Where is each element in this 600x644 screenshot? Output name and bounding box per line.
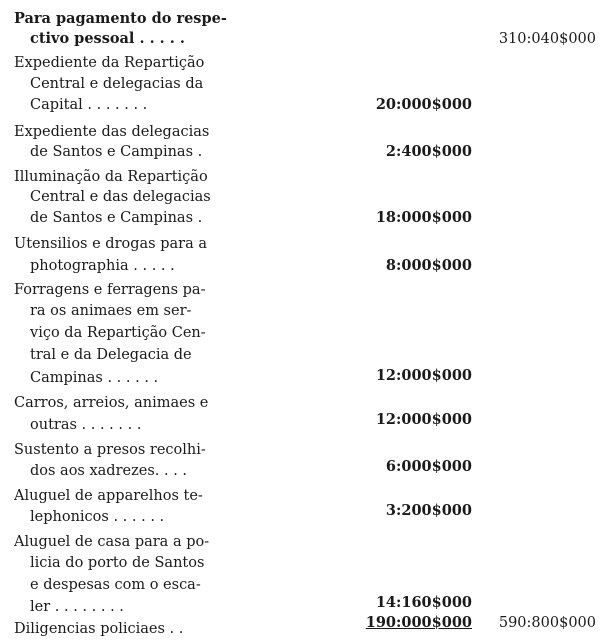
entry-4-amount: 8:000$000 [385, 257, 472, 274]
entry-4-line-0: Utensilios e drogas para a [14, 236, 207, 252]
entry-2-line-1: de Santos e Campinas . [30, 144, 203, 160]
entry-10-line-0: Diligencias policiaes . . [14, 621, 184, 637]
entry-2-line-0: Expediente das delegacias [14, 124, 210, 140]
entry-3-line-1: Central e das delegacias [30, 189, 211, 205]
entry-9-line-1: licia do porto de Santos [30, 555, 205, 571]
entry-5-line-2: viço da Repartição Cen- [30, 325, 206, 341]
entry-0-line-0: Para pagamento do respe- [14, 10, 227, 27]
entry-0-line-1: ctivo pessoal . . . . . [30, 30, 185, 47]
entry-10-amount: 190:000$000 [365, 614, 472, 631]
entry-3-line-0: Illuminação da Repartição [14, 169, 208, 185]
entry-6-amount: 12:000$000 [375, 411, 472, 428]
entry-8-amount: 3:200$000 [385, 502, 472, 519]
entry-1-line-1: Central e delegacias da [30, 76, 204, 92]
entry-3-amount: 18:000$000 [375, 209, 472, 226]
entry-6-line-0: Carros, arreios, animaes e [14, 395, 209, 411]
entry-9-line-0: Aluguel de casa para a po- [14, 534, 210, 550]
entry-7-amount: 6:000$000 [385, 458, 472, 475]
entry-9-line-3: ler . . . . . . . . [30, 599, 124, 615]
entry-6-line-1: outras . . . . . . . [30, 417, 142, 433]
entry-3-line-2: de Santos e Campinas . [30, 210, 203, 226]
entry-5-amount: 12:000$000 [375, 367, 472, 384]
entry-5-line-4: Campinas . . . . . . [30, 370, 159, 386]
entry-1-amount: 20:000$000 [375, 96, 472, 113]
entry-7-line-0: Sustento a presos recolhi- [14, 442, 206, 458]
entry-8-line-0: Aluguel de apparelhos te- [14, 488, 203, 504]
entry-0-total: 310:040$000 [498, 31, 596, 47]
entry-5-line-1: ra os animaes em ser- [30, 303, 192, 319]
entry-7-line-1: dos aos xadrezes. . . . [30, 463, 188, 479]
entry-4-line-1: photographia . . . . . [30, 258, 175, 274]
entry-5-line-0: Forragens e ferragens pa- [14, 282, 206, 298]
entry-9-line-2: e despesas com o esca- [30, 577, 201, 593]
grand-total: 590:800$000 [498, 615, 596, 631]
entry-1-line-0: Expediente da Repartição [14, 55, 205, 71]
entry-2-amount: 2:400$000 [385, 143, 472, 160]
entry-9-amount: 14:160$000 [375, 594, 472, 611]
entry-5-line-3: tral e da Delegacia de [30, 347, 192, 363]
entry-8-line-1: lephonicos . . . . . . [30, 509, 165, 525]
entry-1-line-2: Capital . . . . . . . [30, 97, 148, 113]
